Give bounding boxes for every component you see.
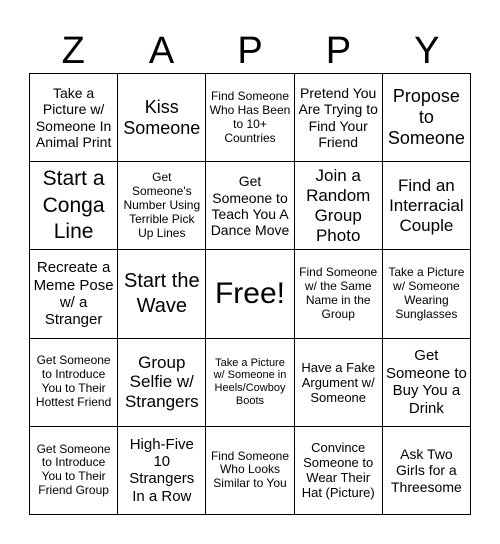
header-letter-y: Y (414, 30, 440, 72)
bingo-cell-r3c5[interactable]: Take a Picture w/ Someone Wearing Sunglasses (383, 250, 471, 338)
bingo-cell-r2c4[interactable]: Join a Random Group Photo (295, 162, 383, 250)
bingo-cell-r4c3[interactable]: Take a Picture w/ Someone in Heels/Cowboy Boots (206, 339, 294, 427)
bingo-cell-r4c4[interactable]: Have a Fake Argument w/ Someone (295, 339, 383, 427)
bingo-cell-r5c2[interactable]: High-Five 10 Strangers In a Row (118, 427, 206, 515)
bingo-cell-free[interactable]: Free! (206, 250, 294, 338)
bingo-cell-r1c2[interactable]: Kiss Someone (118, 74, 206, 162)
bingo-cell-r3c1[interactable]: Recreate a Meme Pose w/ a Stranger (30, 250, 118, 338)
bingo-cell-r4c1[interactable]: Get Someone to Introduce You to Their Hottest Friend (30, 339, 118, 427)
bingo-cell-r5c4[interactable]: Convince Someone to Wear Their Hat (Picture) (295, 427, 383, 515)
bingo-cell-r3c2[interactable]: Start the Wave (118, 250, 206, 338)
bingo-cell-r2c1[interactable]: Start a Conga Line (30, 162, 118, 250)
bingo-cell-r5c3[interactable]: Find Someone Who Looks Similar to You (206, 427, 294, 515)
header-letter-p1: P (237, 30, 263, 72)
bingo-cell-r5c1[interactable]: Get Someone to Introduce You to Their Friend Group (30, 427, 118, 515)
bingo-cell-r1c5[interactable]: Propose to Someone (383, 74, 471, 162)
bingo-cell-r5c5[interactable]: Ask Two Girls for a Threesome (383, 427, 471, 515)
header-letter-a: A (148, 30, 175, 72)
bingo-header (29, 28, 471, 74)
bingo-cell-r4c2[interactable]: Group Selfie w/ Strangers (118, 339, 206, 427)
bingo-cell-r2c5[interactable]: Find an Interracial Couple (383, 162, 471, 250)
bingo-grid (29, 73, 471, 515)
bingo-cell-r1c1[interactable]: Take a Picture w/ Someone In Animal Print (30, 74, 118, 162)
bingo-cell-r1c3[interactable]: Find Someone Who Has Been to 10+ Countries (206, 74, 294, 162)
bingo-cell-r1c4[interactable]: Pretend You Are Trying to Find Your Friend (295, 74, 383, 162)
bingo-cell-r2c3[interactable]: Get Someone to Teach You A Dance Move (206, 162, 294, 250)
bingo-cell-r4c5[interactable]: Get Someone to Buy You a Drink (383, 339, 471, 427)
bingo-cell-r2c2[interactable]: Get Someone's Number Using Terrible Pick Up Lines (118, 162, 206, 250)
bingo-cell-r3c4[interactable]: Find Someone w/ the Same Name in the Group (295, 250, 383, 338)
header-letter-p2: P (325, 30, 352, 72)
header-letter-z: Z (61, 30, 85, 72)
